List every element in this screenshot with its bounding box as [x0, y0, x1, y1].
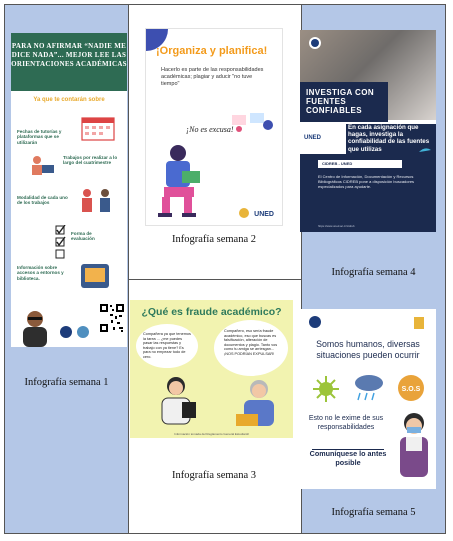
caption-week3: Infografía semana 3 — [172, 470, 256, 481]
uned-logo-icon — [59, 325, 93, 339]
speech-bubble-2: Compañero, eso sería fraude académico, eso que buscas es falsificación, alteración de documentos y plagio. Tanto vos como tu amiga se arriesgan... ¡NOS PODRÍAN EXPULSAR! — [214, 320, 288, 376]
person-mask-icon — [394, 409, 434, 487]
university-building-icon — [412, 315, 426, 331]
week5-line3: Comuníquese lo antes posible — [309, 449, 387, 467]
week1-item-5: Información sobre accesos a entornos y biblioteca. — [17, 265, 64, 281]
laptop-person-icon — [29, 155, 55, 177]
week4-body: El Centro de Información, Documentación y Recursos Bibliográficos CIDREB pone a disposición buscadores especializados para ayudarte. — [318, 174, 415, 189]
caption-week5: Infografía semana 5 — [331, 507, 416, 518]
teamwork-icon — [230, 111, 276, 133]
caption-week1: Infografía semana 1 — [24, 377, 109, 388]
week4-subhead: En cada asignación que hagas, investiga la confiabilidad de las fuentes que utilizas — [348, 124, 430, 153]
week5-line1: Somos humanos, diversas situaciones pueden ocurrir — [316, 339, 420, 360]
team-icon — [77, 187, 117, 215]
column-week1 — [5, 5, 129, 533]
week1-item-3: Modalidad de cada uno de los trabajos — [17, 195, 68, 206]
week1-item-2: Trabajos por realizar a lo largo del cuatrimestre — [63, 155, 118, 166]
infographic-week2 — [145, 28, 283, 226]
storm-cloud-icon — [352, 373, 386, 403]
week2-excusa: ¡No es excusa! — [186, 125, 234, 134]
week4-pill: CIDREB - UNED — [318, 160, 402, 168]
week1-header: PARA NO AFIRMAR “NADIE ME DICE NADA”... MEJOR LEE LAS ORIENTACIONES ACADÉMICAS — [11, 33, 127, 91]
speech-bubble-1: Compañera ya que tenemos la tarea ... ¿me puedes pasar las respuestas y trabajo con ya tiene? Es para no empezar todo de cero. — [136, 324, 198, 368]
qr-code-icon — [99, 303, 125, 333]
uned-seal-icon — [308, 36, 322, 50]
week4-url: https://www.uned.ac.cr/cidreb — [318, 224, 355, 228]
week5-line2: Esto no le exime de sus responsabilidades — [308, 415, 384, 431]
week4-headline: INVESTIGA CON FUENTES CONFIABLES — [300, 82, 388, 122]
student-laptop-icon — [150, 141, 210, 221]
week3-footer: Información tomada del Reglamento General Estudiantil — [174, 432, 249, 436]
calendar-icon — [81, 115, 115, 141]
sos-icon — [396, 373, 426, 403]
teacher-icon — [234, 378, 284, 428]
week3-title: ¿Qué es fraude académico? — [141, 306, 282, 318]
caption-week2: Infografía semana 2 — [172, 234, 256, 245]
week1-item-4: Forma de evaluación — [71, 231, 95, 242]
uned-seal-icon — [238, 207, 250, 219]
week2-title: ¡Organiza y planifica! — [156, 45, 268, 57]
row-divider — [129, 279, 301, 280]
infographic-week5 — [300, 309, 436, 489]
bird-icon — [418, 146, 432, 156]
week2-body: Hacerlo es parte de las responsabilidades académicas; plagiar y aducir "no tuve tiempo" — [161, 67, 264, 87]
infographic-week4 — [300, 30, 436, 232]
phone-icon — [79, 261, 113, 291]
person-reading-icon — [15, 307, 55, 347]
infographic-week3 — [130, 300, 293, 438]
uned-seal-icon — [308, 315, 326, 329]
checklist-icon — [55, 225, 69, 261]
week4-logo: UNED — [304, 135, 322, 141]
sos-text: S.O.S — [401, 386, 421, 393]
caption-week4: Infografía semana 4 — [331, 267, 416, 278]
week2-logo: UNED — [254, 211, 274, 218]
week1-item-1: Fechas de tutorías y plataformas que se utilizarán — [17, 129, 62, 145]
virus-icon — [312, 375, 340, 403]
infographic-week1 — [11, 33, 127, 347]
week1-subheader: Ya que te contarán sobre — [33, 97, 105, 103]
student-book-icon — [156, 374, 200, 426]
